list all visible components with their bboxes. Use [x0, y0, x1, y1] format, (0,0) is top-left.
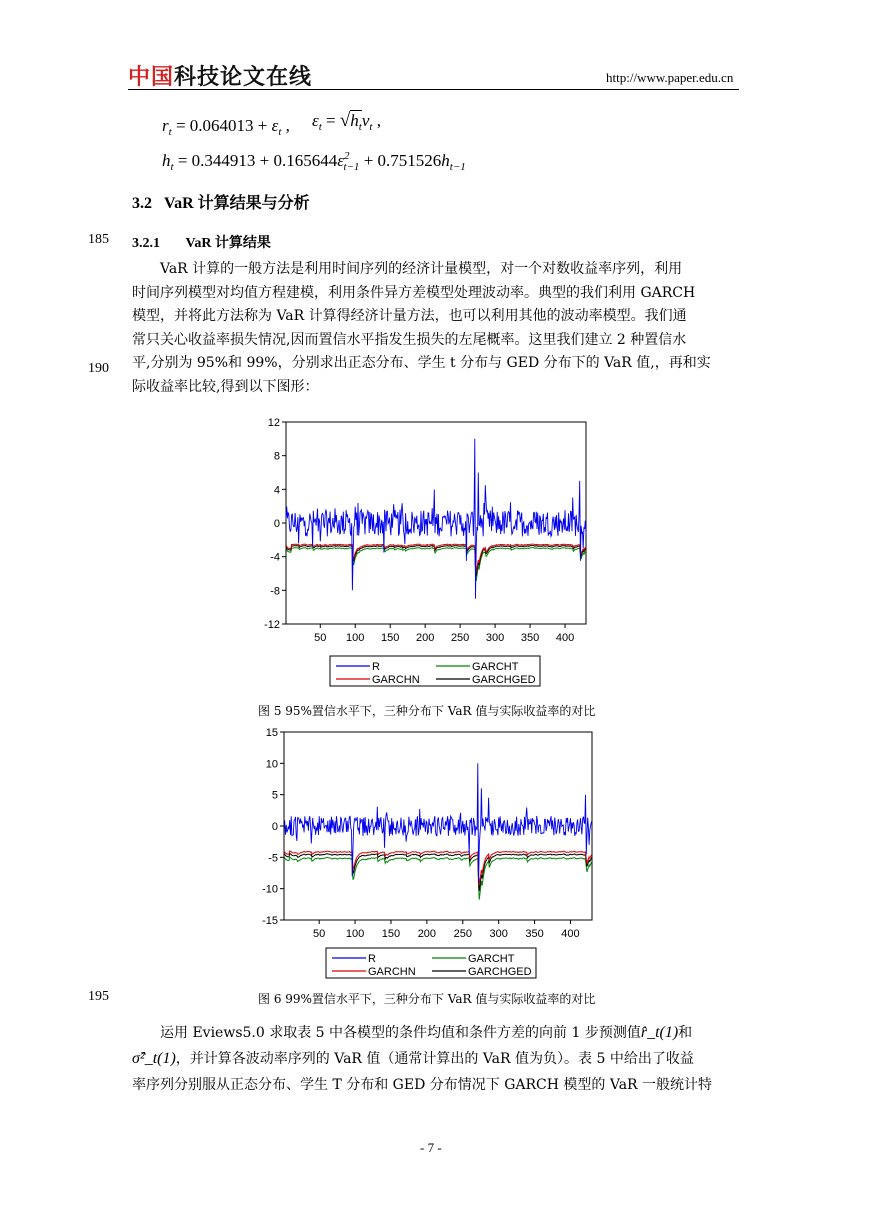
y-tick-label: -12: [264, 619, 280, 631]
x-tick-label: 250: [450, 632, 470, 644]
x-tick-label: 100: [345, 928, 365, 940]
header-rule: [128, 89, 739, 90]
y-tick-label: -4: [270, 551, 280, 564]
equation-3: $h_t = 0.344913 + 0.165644\varepsilon^2_{t-1} + 0.751526h_{t-1}$: [162, 150, 466, 173]
x-tick-label: 300: [485, 632, 505, 644]
x-tick-label: 50: [314, 632, 327, 644]
logo-red-text: 中国: [128, 65, 175, 90]
x-tick-label: 400: [561, 928, 580, 940]
legend-label-r: R: [372, 661, 380, 673]
paragraph-1-line: 常只关心收益率损失情况,因而置信水平指发生损失的左尾概率。这里我们建立 2 种置信水: [132, 331, 687, 348]
line-number-190: 190: [88, 361, 109, 376]
subsection-title: VaR 计算结果: [185, 236, 271, 251]
line-number-185: 185: [88, 232, 109, 247]
x-tick-label: 250: [453, 928, 472, 940]
logo-black-text: 科技论文在线: [174, 65, 313, 90]
y-tick-label: -5: [268, 852, 278, 865]
paragraph-1-line: 模型，并将此方法称为 VaR 计算得经济计量方法，也可以利用其他的波动率模型。我们通: [132, 308, 687, 324]
series-line-r: [286, 439, 586, 599]
legend-label-garchn: GARCHN: [372, 674, 420, 686]
y-tick-label: 8: [273, 450, 280, 463]
y-tick-label: 12: [267, 417, 280, 429]
x-tick-label: 150: [381, 928, 401, 940]
legend-label-garchn: GARCHN: [368, 966, 416, 978]
figure-5-chart: [250, 412, 600, 702]
equation-1: $r_t = 0.064013 + \varepsilon_t$ ,: [162, 116, 290, 138]
y-tick-label: -8: [270, 585, 280, 598]
section-heading: [132, 190, 310, 213]
journal-logo: [128, 60, 312, 91]
series-line-garcht: [284, 857, 592, 900]
page-number: - 7 -: [420, 1140, 442, 1155]
y-tick-label: -15: [262, 915, 278, 927]
x-tick-label: 300: [489, 928, 508, 940]
legend-label-garcht: GARCHT: [472, 661, 519, 673]
figure-5-caption: 图 5 95%置信水平下，三种分布下 VaR 值与实际收益率的对比: [258, 704, 596, 718]
paragraph-1-line: 平,分别为 95%和 99%，分别求出正态分布、学生 t 分布与 GED 分布下的 VaR 值,，再和实: [132, 355, 711, 371]
x-tick-label: 50: [313, 928, 326, 940]
subsection-number: 3.2.1: [132, 236, 160, 251]
paragraph-2: [132, 1020, 739, 1098]
series-line-garchn: [284, 851, 592, 885]
y-tick-label: 5: [271, 789, 278, 802]
subsection-heading: [132, 232, 271, 252]
legend-label-garchged: GARCHGED: [468, 966, 532, 978]
paragraph-2-text: ，并计算各波动率序列的 VaR 值（通常计算出的 VaR 值为负）。表 5 中给出了收益: [175, 1051, 694, 1067]
figure-6-chart: [250, 722, 600, 984]
legend-label-garcht: GARCHT: [468, 953, 515, 965]
paragraph-1-line: VaR 计算的一般方法是利用时间序列的经济计量模型，对一个对数收益率序列，利用: [160, 261, 683, 277]
paragraph-2-text: 运用 Eviews5.0 求取表 5 中各模型的条件均值和条件方差的向前 1 步预测值: [160, 1025, 641, 1041]
x-tick-label: 200: [415, 632, 435, 644]
y-tick-label: 0: [271, 821, 278, 833]
y-tick-label: 10: [265, 758, 278, 771]
series-line-garcht: [286, 548, 586, 581]
forecast-variance-symbol: σ̂²_t(1): [132, 1050, 176, 1067]
x-tick-label: 350: [525, 928, 544, 940]
x-tick-label: 100: [346, 632, 365, 644]
x-tick-label: 200: [417, 928, 437, 940]
x-tick-label: 400: [555, 632, 575, 644]
paragraph-1: [132, 258, 739, 399]
x-tick-label: 150: [381, 632, 400, 644]
equation-2: $\varepsilon_t = √h_tv_t$ ,: [312, 110, 381, 133]
line-number-195: 195: [88, 989, 109, 1004]
series-line-garchged: [286, 546, 586, 576]
section-title: VaR 计算结果与分析: [164, 195, 310, 212]
figure-6-caption: 图 6 99%置信水平下，三种分布下 VaR 值与实际收益率的对比: [258, 992, 596, 1006]
paragraph-1-line: 际收益率比较,得到以下图形：: [132, 378, 319, 395]
section-number: 3.2: [132, 195, 152, 212]
header-url[interactable]: http://www.paper.edu.cn: [606, 70, 734, 85]
y-tick-label: 15: [265, 727, 278, 739]
paragraph-2-text: 率序列分别服从正态分布、学生 T 分布和 GED 分布情况下 GARCH 模型的 VaR 一般统计特: [132, 1077, 713, 1093]
legend-label-r: R: [368, 953, 376, 965]
y-tick-label: 4: [273, 484, 280, 497]
x-tick-label: 350: [520, 632, 540, 644]
y-tick-label: -10: [262, 883, 278, 896]
y-tick-label: 0: [273, 518, 280, 530]
paragraph-2-text: 和: [678, 1025, 693, 1041]
forecast-mean-symbol: r̂_t(1): [640, 1024, 679, 1041]
legend-label-garchged: GARCHGED: [472, 674, 536, 686]
series-line-r: [284, 763, 592, 882]
paragraph-1-line: 时间序列模型对均值方程建模，利用条件异方差模型处理波动率。典型的我们利用 GARCH: [132, 284, 696, 301]
